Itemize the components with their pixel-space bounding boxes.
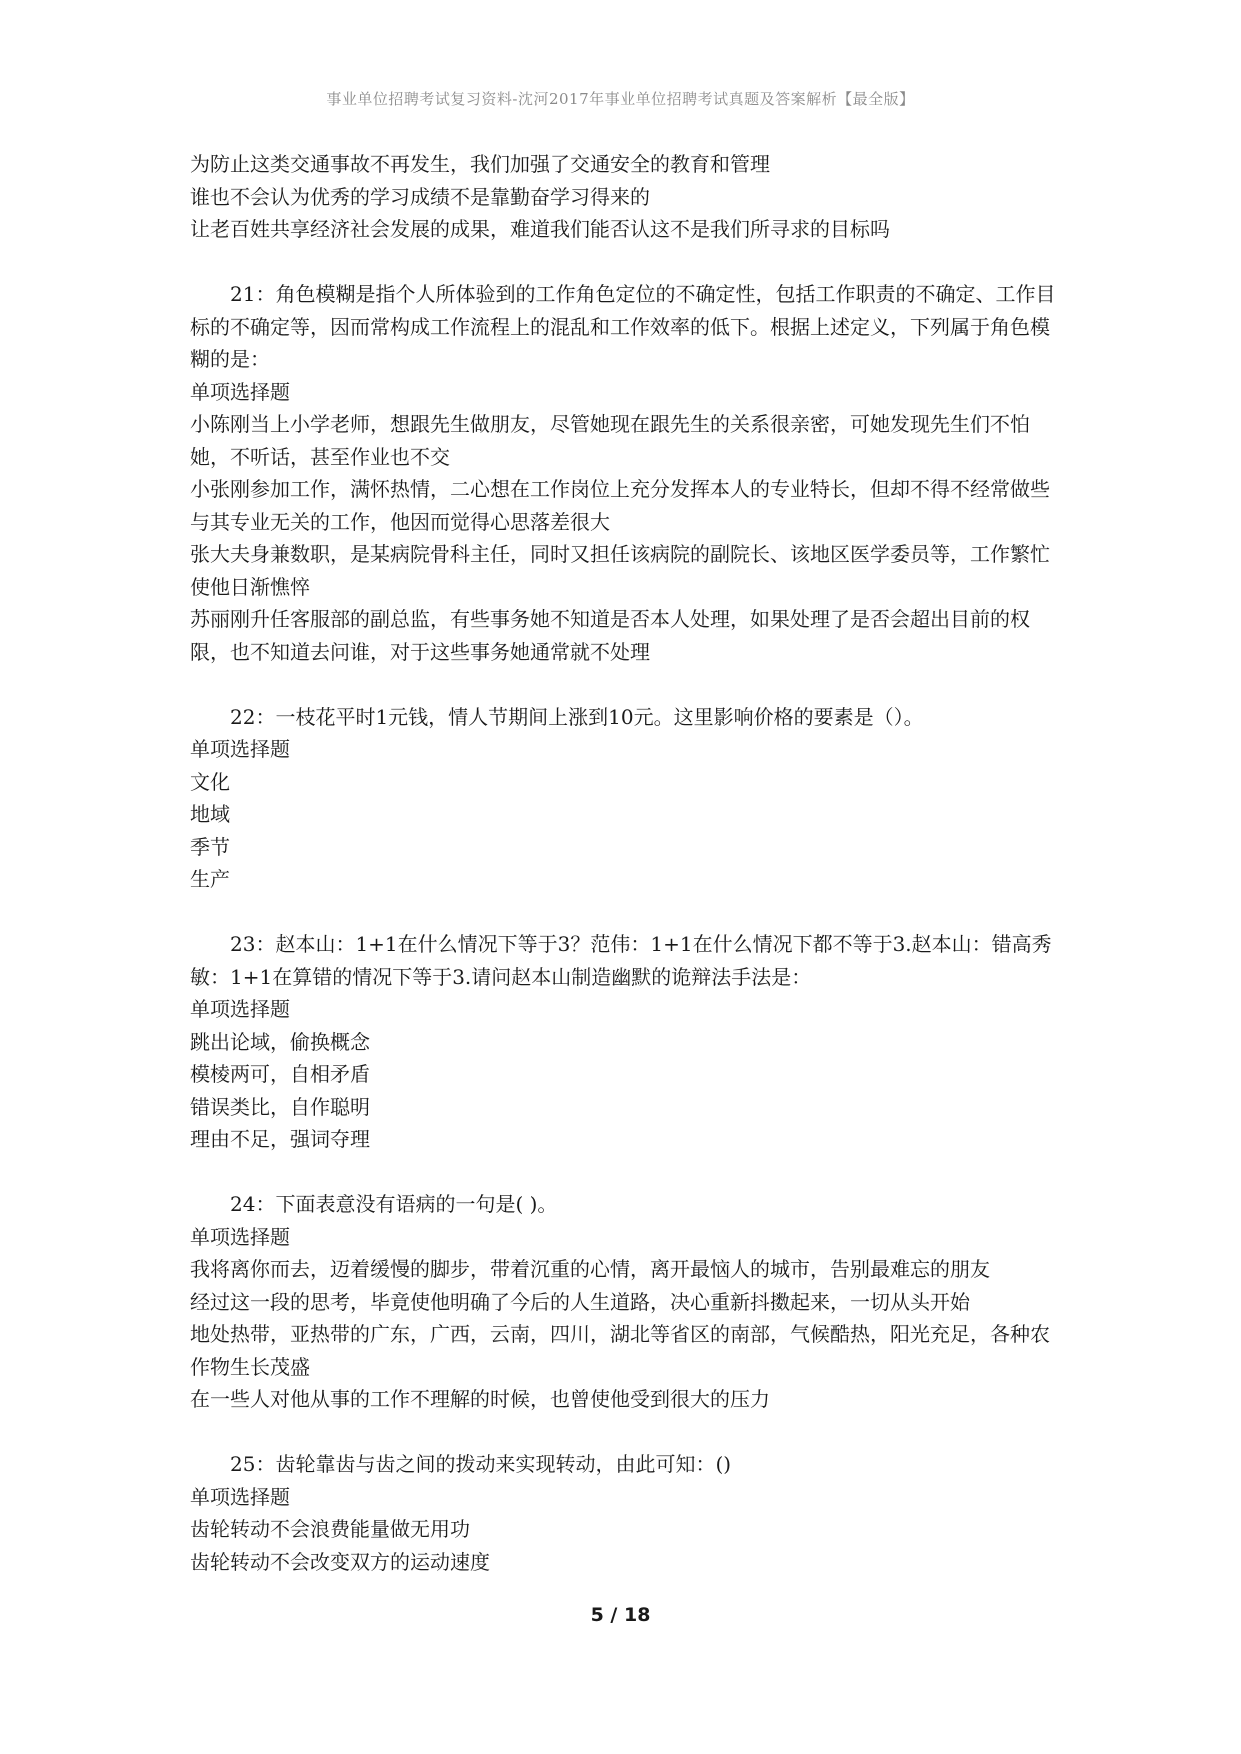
question-22 [190, 701, 1060, 896]
option: 地处热带，亚热带的广东，广西，云南，四川，湖北等省区的南部，气候酷热，阳光充足，各种农作物生长茂盛 [190, 1322, 1050, 1379]
option: 小张刚参加工作，满怀热情，二心想在工作岗位上充分发挥本人的专业特长，但却不得不经常做些与其专业无关的工作，他因而觉得心思落差很大 [190, 477, 1050, 534]
document-body [190, 148, 1060, 1578]
option: 跳出论域，偷换概念 [190, 1029, 370, 1054]
option: 在一些人对他从事的工作不理解的时候，也曾使他受到很大的压力 [190, 1387, 770, 1411]
question-text: 23：赵本山：1+1在什么情况下等于3？范伟：1+1在什么情况下都不等于3.赵本山：错高秀敏：1+1在算错的情况下等于3.请问赵本山制造幽默的诡辩法手法是： [190, 932, 1052, 989]
question-text: 21：角色模糊是指个人所体验到的工作角色定位的不确定性，包括工作职责的不确定、工作目标的不确定等，因而常构成工作流程上的混乱和工作效率的低下。根据上述定义，下列属于角色模糊的是： [190, 282, 1056, 371]
question-type: 单项选择题 [190, 737, 290, 761]
option: 经过这一段的思考，毕竟使他明确了今后的人生道路，决心重新抖擞起来，一切从头开始 [190, 1289, 970, 1314]
question-text: 25：齿轮靠齿与齿之间的拨动来实现转动，由此可知：() [230, 1452, 732, 1476]
intro-options [190, 148, 1060, 246]
intro-line: 为防止这类交通事故不再发生，我们加强了交通安全的教育和管理 [190, 152, 770, 176]
page-number: 5 / 18 [590, 1604, 651, 1626]
option: 季节 [190, 834, 230, 859]
question-25 [190, 1448, 1060, 1578]
question-type: 单项选择题 [190, 379, 290, 404]
option: 我将离你而去，迈着缓慢的脚步，带着沉重的心情，离开最恼人的城市，告别最难忘的朋友 [190, 1257, 990, 1281]
option: 齿轮转动不会浪费能量做无用功 [190, 1517, 470, 1541]
option: 文化 [190, 769, 230, 794]
question-type: 单项选择题 [190, 1224, 290, 1249]
question-21 [190, 278, 1060, 668]
intro-line: 谁也不会认为优秀的学习成绩不是靠勤奋学习得来的 [190, 184, 650, 209]
option: 理由不足，强词夺理 [190, 1127, 370, 1151]
option: 错误类比，自作聪明 [190, 1094, 370, 1119]
option: 模棱两可，自相矛盾 [190, 1062, 370, 1086]
intro-line: 让老百姓共享经济社会发展的成果，难道我们能否认这不是我们所寻求的目标吗 [190, 217, 890, 241]
option: 生产 [190, 867, 230, 891]
option: 张大夫身兼数职，是某病院骨科主任，同时又担任该病院的副院长、该地区医学委员等，工作繁忙使他日渐憔悴 [190, 542, 1050, 599]
option: 苏丽刚升任客服部的副总监，有些事务她不知道是否本人处理，如果处理了是否会超出目前的权限，也不知道去问谁，对于这些事务她通常就不处理 [190, 607, 1030, 664]
option: 齿轮转动不会改变双方的运动速度 [190, 1549, 490, 1574]
question-type: 单项选择题 [190, 997, 290, 1021]
question-type: 单项选择题 [190, 1484, 290, 1509]
page-header: 事业单位招聘考试复习资料-沈河2017年事业单位招聘考试真题及答案解析【最全版】 [326, 90, 915, 108]
question-text: 22：一枝花平时1元钱，情人节期间上涨到10元。这里影响价格的要素是（）。 [230, 704, 924, 729]
question-text: 24：下面表意没有语病的一句是( )。 [230, 1192, 558, 1216]
question-23 [190, 928, 1060, 1156]
question-24 [190, 1188, 1060, 1416]
option: 小陈刚当上小学老师，想跟先生做朋友，尽管她现在跟先生的关系很亲密，可她发现先生们不怕她，不听话，甚至作业也不交 [190, 412, 1030, 469]
option: 地域 [190, 802, 230, 826]
